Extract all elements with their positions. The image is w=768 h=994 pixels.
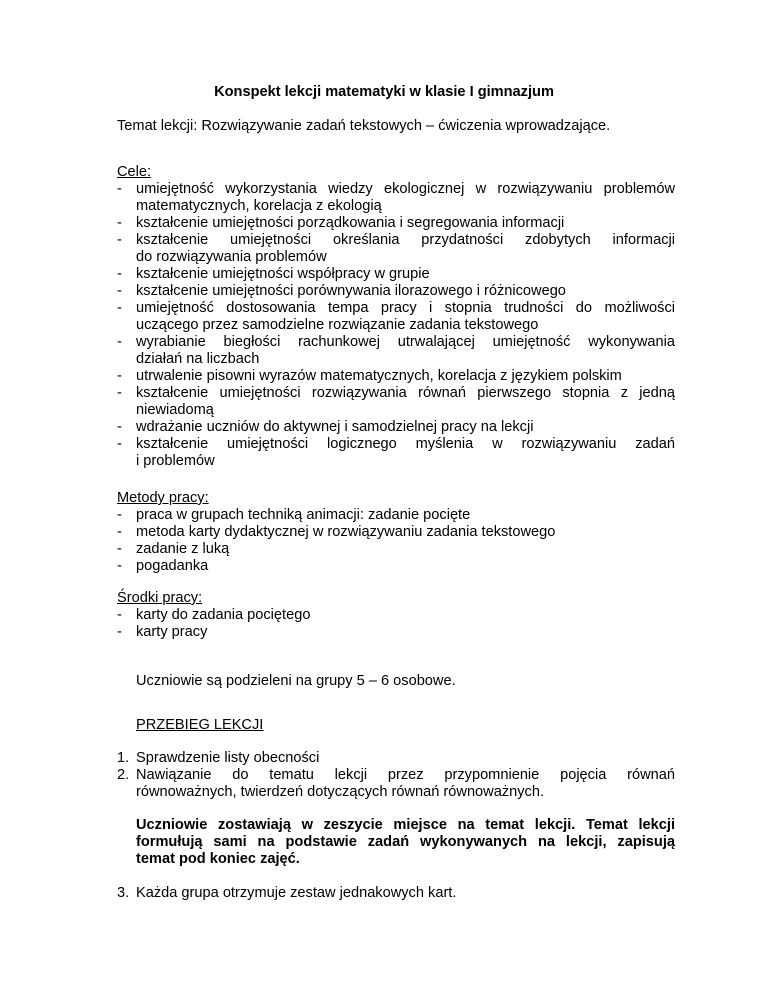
method-item-text: pogadanka	[136, 558, 209, 574]
goal-item-text: uczącego przez samodzielne rozwiązanie zadania tekstowego	[136, 317, 539, 333]
goal-item-text: niewiadomą	[136, 402, 214, 418]
goal-item-text: umiejętność wykorzystania wiedzy ekologicznej w rozwiązywaniu problemów	[136, 181, 675, 197]
goal-item-text: umiejętność dostosowania tempa pracy i stopnia trudności do możliwości	[136, 300, 675, 316]
goal-item-text: kształcenie umiejętności rozwiązywania równań pierwszego stopnia z jedną	[136, 385, 675, 401]
goals-heading: Cele:	[117, 164, 152, 180]
goal-item-text: kształcenie umiejętności współpracy w grupie	[136, 266, 430, 282]
methods-heading: Metody pracy:	[117, 490, 209, 506]
plan-step-1-number: 1.	[117, 750, 130, 766]
goal-item-text: kształcenie umiejętności porównywania ilorazowego i różnicowego	[136, 283, 566, 299]
method-item-text: praca w grupach techniką animacji: zadanie pocięte	[136, 507, 471, 523]
goal-item-text: kształcenie umiejętności określania przydatności zdobytych informacji	[136, 232, 675, 248]
lesson-plan-heading: PRZEBIEG LEKCJI	[136, 717, 264, 733]
goal-item-text: utrwalenie pisowni wyrazów matematycznych, korelacja z językiem polskim	[136, 368, 622, 384]
plan-step-3-number: 3.	[117, 885, 130, 901]
resource-bullet: -	[117, 607, 122, 623]
goal-item-text: działań na liczbach	[136, 351, 260, 367]
goal-bullet: -	[117, 232, 122, 248]
plan-step-1-text: Sprawdzenie listy obecności	[136, 750, 320, 766]
goal-item-text: wdrażanie uczniów do aktywnej i samodzielnej pracy na lekcji	[136, 419, 534, 435]
goal-item-text: kształcenie umiejętności logicznego myślenia w rozwiązywaniu zadań	[136, 436, 675, 452]
goal-item-text: i problemów	[136, 453, 215, 469]
goal-bullet: -	[117, 266, 122, 282]
goal-item-text: matematycznych, korelacja z ekologią	[136, 198, 382, 214]
goal-bullet: -	[117, 436, 122, 452]
resource-item-text: karty pracy	[136, 624, 208, 640]
groups-note: Uczniowie są podzieleni na grupy 5 – 6 osobowe.	[136, 673, 456, 689]
plan-step-2-text-line2: równoważnych, twierdzeń dotyczących równań równoważnych.	[136, 784, 545, 800]
plan-step-2-number: 2.	[117, 767, 130, 783]
goal-bullet: -	[117, 419, 122, 435]
goal-bullet: -	[117, 181, 122, 197]
goal-bullet: -	[117, 215, 122, 231]
lesson-topic: Temat lekcji: Rozwiązywanie zadań tekstowych – ćwiczenia wprowadzające.	[117, 118, 611, 134]
plan-step-3-text: Każda grupa otrzymuje zestaw jednakowych kart.	[136, 885, 457, 901]
bold-note-line3: temat pod koniec zajęć.	[136, 851, 300, 867]
bold-note-line2: formułują sami na podstawie zadań wykonywanych na lekcji, zapisują	[136, 834, 675, 850]
method-bullet: -	[117, 524, 122, 540]
resource-bullet: -	[117, 624, 122, 640]
method-bullet: -	[117, 541, 122, 557]
goal-bullet: -	[117, 283, 122, 299]
method-bullet: -	[117, 507, 122, 523]
goal-bullet: -	[117, 334, 122, 350]
goal-bullet: -	[117, 385, 122, 401]
goal-item-text: wyrabianie biegłości rachunkowej utrwalającej umiejętność wykonywania	[136, 334, 675, 350]
method-item-text: zadanie z luką	[136, 541, 230, 557]
resources-heading: Środki pracy:	[117, 590, 203, 606]
goal-bullet: -	[117, 368, 122, 384]
goal-item-text: kształcenie umiejętności porządkowania i segregowania informacji	[136, 215, 565, 231]
bold-note-line1: Uczniowie zostawiają w zeszycie miejsce na temat lekcji. Temat lekcji	[136, 817, 675, 833]
method-bullet: -	[117, 558, 122, 574]
goal-item-text: do rozwiązywania problemów	[136, 249, 327, 265]
resource-item-text: karty do zadania pociętego	[136, 607, 311, 623]
document-title: Konspekt lekcji matematyki w klasie I gimnazjum	[214, 84, 554, 100]
plan-step-2-text-line1: Nawiązanie do tematu lekcji przez przypomnienie pojęcia równań	[136, 767, 675, 783]
goal-bullet: -	[117, 300, 122, 316]
method-item-text: metoda karty dydaktycznej w rozwiązywaniu zadania tekstowego	[136, 524, 556, 540]
